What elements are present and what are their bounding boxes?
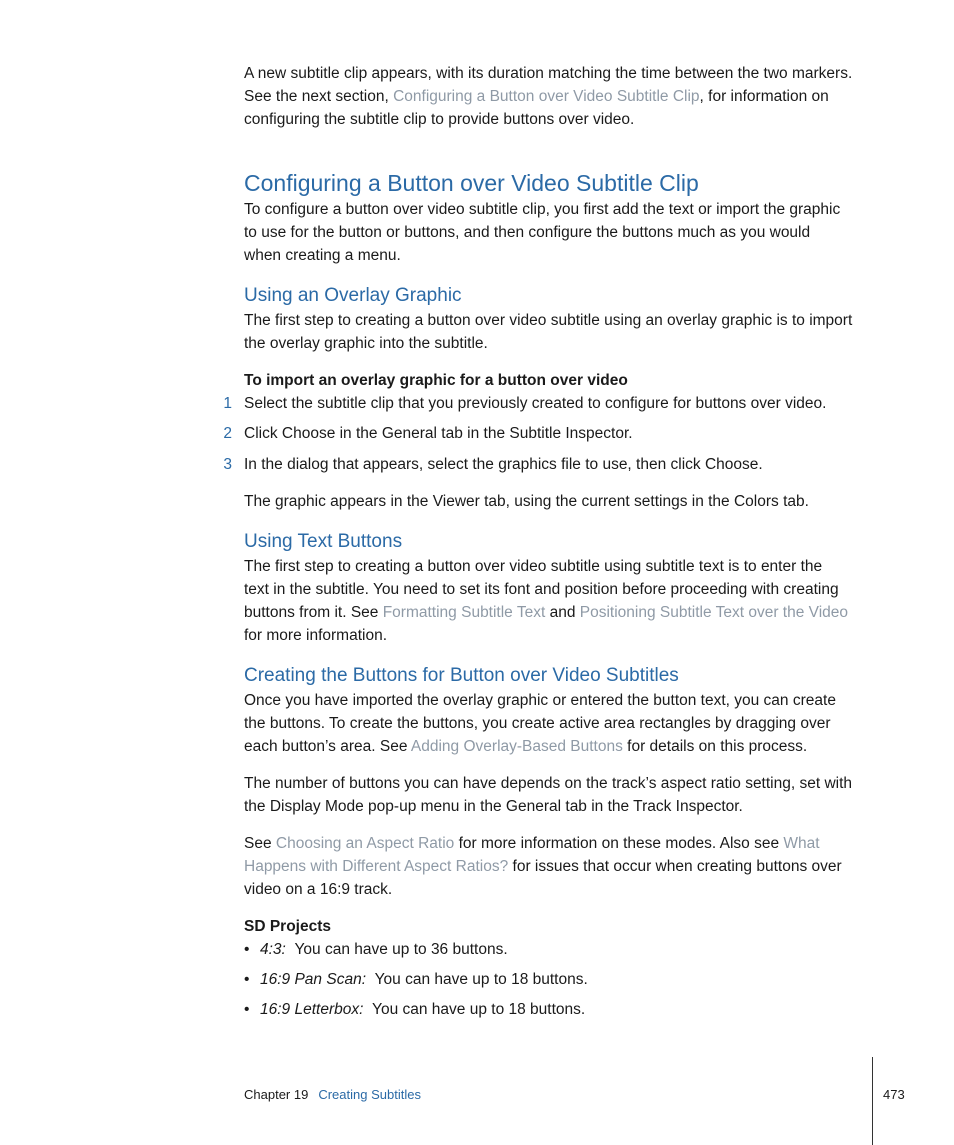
intro-line: configuring the subtitle clip to provide buttons over video. bbox=[244, 111, 635, 128]
step-text: Click Choose in the General tab in the Subtitle Inspector. bbox=[244, 425, 633, 442]
intro-line bbox=[244, 85, 880, 108]
section-intro-paragraph bbox=[244, 198, 880, 267]
link-configuring-clip[interactable]: Configuring a Button over Video Subtitle Clip bbox=[393, 88, 700, 105]
page-number: 473 bbox=[883, 1087, 905, 1102]
intro-line: A new subtitle clip appears, with its duration matching the time between the two markers. bbox=[244, 65, 853, 82]
paragraph-line bbox=[244, 855, 880, 878]
paragraph-line: The first step to creating a button over video subtitle using subtitle text is to enter the bbox=[244, 558, 823, 575]
bullet: • bbox=[244, 971, 250, 988]
text-buttons-paragraph bbox=[244, 555, 880, 647]
paragraph-line: The first step to creating a button over video subtitle using an overlay graphic is to import bbox=[244, 312, 853, 329]
item-text: You can have up to 18 buttons. bbox=[374, 971, 588, 988]
text: , for information on bbox=[699, 88, 829, 105]
list-item bbox=[244, 968, 588, 991]
creating-paragraph-2 bbox=[244, 772, 880, 818]
paragraph-line bbox=[244, 735, 880, 758]
text: See the next section, bbox=[244, 88, 394, 105]
item-label: 4:3: bbox=[260, 941, 286, 958]
text: for issues that occur when creating buttons over bbox=[508, 858, 842, 875]
list-item bbox=[244, 998, 585, 1021]
footer-chapter bbox=[244, 1086, 421, 1104]
text: for details on this process. bbox=[622, 738, 808, 755]
overlay-heading: Using an Overlay Graphic bbox=[244, 285, 462, 306]
text: and bbox=[545, 604, 580, 621]
bullet: • bbox=[244, 941, 250, 958]
paragraph-line: video on a 16:9 track. bbox=[244, 881, 393, 898]
creating-paragraph-1 bbox=[244, 689, 880, 758]
link-formatting-subtitle-text[interactable]: Formatting Subtitle Text bbox=[382, 604, 546, 621]
overlay-paragraph bbox=[244, 309, 880, 355]
paragraph-line: the buttons. To create the buttons, you create active area rectangles by dragging over bbox=[244, 715, 831, 732]
creating-paragraph-3 bbox=[244, 832, 880, 901]
link-positioning-subtitle-text[interactable]: Positioning Subtitle Text over the Video bbox=[579, 604, 849, 621]
link-adding-overlay-buttons[interactable]: Adding Overlay-Based Buttons bbox=[410, 738, 623, 755]
creating-buttons-heading: Creating the Buttons for Button over Video Subtitles bbox=[244, 665, 679, 686]
step-number: 2 bbox=[223, 425, 232, 442]
list-item bbox=[244, 938, 508, 961]
link-aspect-ratios[interactable]: Happens with Different Aspect Ratios? bbox=[244, 858, 509, 875]
item-label: 16:9 Pan Scan: bbox=[260, 971, 366, 988]
footer-divider bbox=[872, 1057, 873, 1145]
paragraph-line: To configure a button over video subtitle clip, you first add the text or import the graphic bbox=[244, 201, 841, 218]
paragraph-line: to use for the button or buttons, and then configure the buttons much as you would bbox=[244, 224, 811, 241]
step-number: 1 bbox=[223, 395, 232, 412]
text: buttons from it. See bbox=[244, 604, 383, 621]
chapter-number: Chapter 19 bbox=[244, 1087, 309, 1102]
item-text: You can have up to 36 buttons. bbox=[294, 941, 508, 958]
link-aspect-ratios[interactable]: What bbox=[783, 835, 820, 852]
item-text: You can have up to 18 buttons. bbox=[372, 1001, 586, 1018]
step-text: Select the subtitle clip that you previously created to configure for buttons over video. bbox=[244, 395, 827, 412]
link-choosing-aspect-ratio[interactable]: Choosing an Aspect Ratio bbox=[275, 835, 455, 852]
sd-projects-heading: SD Projects bbox=[244, 918, 332, 935]
step-number: 3 bbox=[223, 456, 232, 473]
paragraph-line: The number of buttons you can have depends on the track’s aspect ratio setting, set with bbox=[244, 775, 853, 792]
text: for more information on these modes. Also see bbox=[454, 835, 784, 852]
paragraph-line bbox=[244, 601, 880, 624]
step-result: The graphic appears in the Viewer tab, using the current settings in the Colors tab. bbox=[244, 493, 809, 510]
chapter-title-link[interactable]: Creating Subtitles bbox=[318, 1087, 421, 1102]
paragraph-line: when creating a menu. bbox=[244, 247, 401, 264]
task-title: To import an overlay graphic for a button over video bbox=[244, 372, 628, 389]
section-heading: Configuring a Button over Video Subtitle Clip bbox=[244, 170, 699, 196]
bullet: • bbox=[244, 1001, 250, 1018]
text: See bbox=[244, 835, 276, 852]
text-buttons-heading: Using Text Buttons bbox=[244, 531, 403, 552]
paragraph-line: the overlay graphic into the subtitle. bbox=[244, 335, 488, 352]
paragraph-line bbox=[244, 832, 880, 855]
paragraph-line: the Display Mode pop-up menu in the General tab in the Track Inspector. bbox=[244, 798, 743, 815]
step-text: In the dialog that appears, select the graphics file to use, then click Choose. bbox=[244, 456, 763, 473]
text: each button’s area. See bbox=[244, 738, 411, 755]
paragraph-line: Once you have imported the overlay graphic or entered the button text, you can create bbox=[244, 692, 836, 709]
paragraph-line: for more information. bbox=[244, 627, 387, 644]
item-label: 16:9 Letterbox: bbox=[260, 1001, 364, 1018]
paragraph-line: text in the subtitle. You need to set its font and position before proceeding with creating bbox=[244, 581, 839, 598]
intro-paragraph bbox=[244, 62, 880, 131]
